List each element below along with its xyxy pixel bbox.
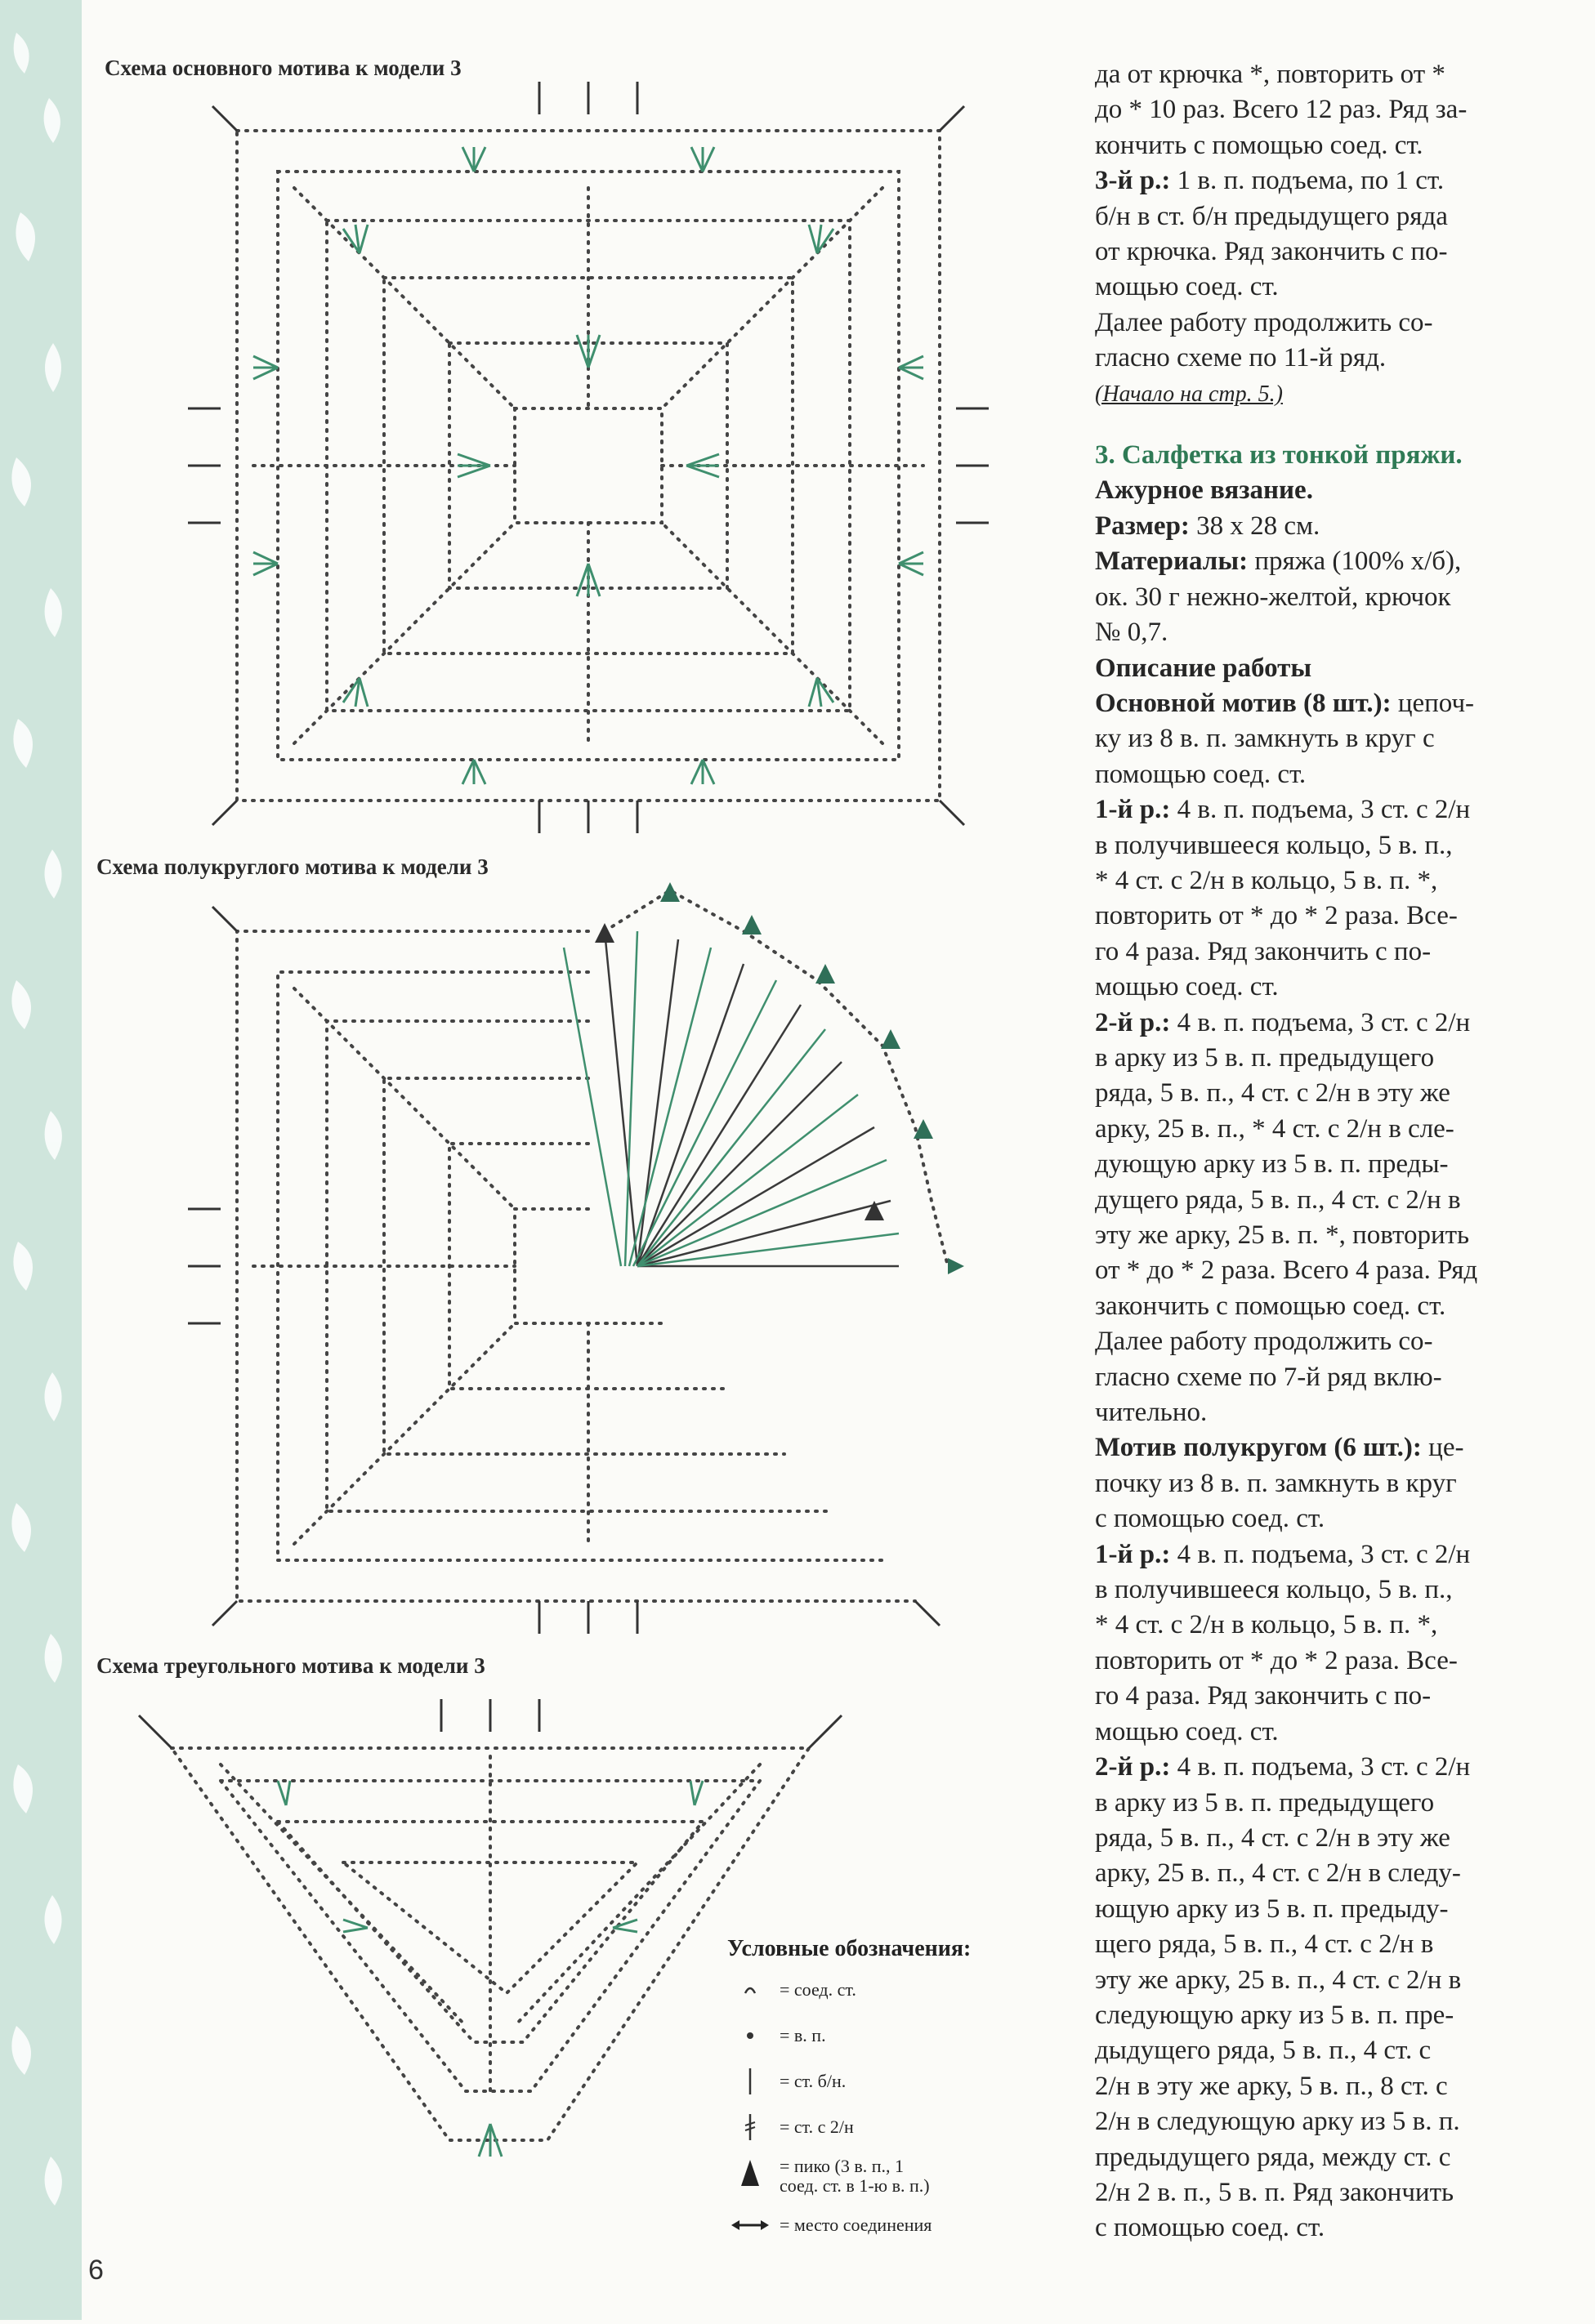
section-title: 3. Салфетка из тонкой пряжи. (1095, 440, 1463, 471)
legend-item: = пико (3 в. п., 1 соед. ст. в 1-ю в. п.) (727, 2157, 1087, 2196)
legend-title: Условные обозначения: (727, 1936, 972, 1961)
legend-item: = ст. б/н. (727, 2065, 1087, 2098)
double-crochet-icon (740, 2111, 760, 2143)
page-reference: (Начало на стр. 5.) (1095, 381, 1283, 407)
triangle-motif-title: Схема треугольного мотива к модели 3 (96, 1653, 485, 1678)
half-motif-title: Схема полукруглого мотива к модели 3 (96, 854, 489, 879)
slip-stitch-icon (740, 1980, 760, 2000)
legend-item: = в. п. (727, 2019, 1087, 2052)
decorative-side-strip (0, 0, 82, 2320)
single-crochet-icon (740, 2065, 760, 2098)
legend-item: = место соединения (727, 2209, 1087, 2241)
chain-stitch-icon (740, 2026, 760, 2045)
square-motif-title: Схема основного мотива к модели 3 (105, 56, 462, 80)
legend (727, 1936, 1087, 2255)
legend-item: = соед. ст. (727, 1974, 1087, 2006)
join-arrow-icon (730, 2217, 771, 2233)
leaf-pattern-icon (0, 0, 82, 2320)
square-motif-diagram (180, 82, 997, 833)
instructions-column: да от крючка *, повторить от * до * 10 раз. Всего 12 раз. Ряд за- кончить с помощью соед. ст. 3-й р.: 1 в. п. подъема, по 1 ст. б/н в ст. б/н предыдущего ряда от крючка. Ряд закончить с по- мощью соед. ст. Далее работу продолжить со- гласно схеме по 11-й ряд. (Начало на стр. 5.) 3. Салфетка из тонкой пряжи. Ажурное вязание. Размер: 38 х 28 см. Материалы: пряжа (100% х/б), ок. 30 г нежно-желтой, крючок № 0,7. Описание работы Основной мотив (8 шт.): цепоч- ку из 8 в. п. замкнуть в круг с помощью соед. ст. 1-й р.: 4 в. п. подъема, 3 ст. с 2/н в получившееся кольцо, 5 в. п., * 4 ст. с 2/н в кольцо, 5 в. п. *, повторить от * до * 2 раза. Все- го 4 раза. Ряд закончить с по- мощью соед. ст. 2-й р.: 4 в. п. подъема, 3 ст. с 2/н в арку из 5 в. п. предыдущего ряда, 5 в. п., 4 ст. с 2/н в эту же арку, 25 в. п., * 4 ст. с 2/н в сле- дующую арку из 5 в. п. преды- дущего ряда, 5 в. п., 4 ст. с 2/н в эту же арку, 25 в. п. *, повторить от * до * 2 раза. Всего 4 раза. Ряд закончить с помощью соед. ст. Далее работу продолжить со- гласно схеме по 7-й ряд вклю- чительно. Мотив полукругом (6 шт.): це- почку из 8 в. п. замкнуть в круг с помощью соед. ст. 1-й р.: 4 в. п. подъема, 3 ст. с 2/н в получившееся кольцо, 5 в. п., * 4 ст. с 2/н в кольцо, 5 в. п. *, повторить от * до * 2 раза. Все- го 4 раза. Ряд закончить с по- мощью соед. ст. 2-й р.: 4 в. п. подъема, 3 ст. с 2/н в арку из 5 в. п. предыдущего ряда, 5 в. п., 4 ст. с 2/н в эту же арку, 25 в. п., 4 ст. с 2/н в следу- ющую арку из 5 в. п. предыду- щего ряда, 5 в. п., 4 ст. с 2/н в эту же арку, 25 в. п., 4 ст. с 2/н в следующую арку из 5 в. п. пре- дыдущего ряда, 5 в. п., 4 ст. с 2/н в эту же арку, 5 в. п., 8 ст. с 2/н в следующую арку из 5 в. п. предыдущего ряда, между ст. с 2/н 2 в. п., 5 в. п. Ряд закончить с помощью соед. ст. (1095, 57, 1561, 2246)
half-motif-diagram (180, 882, 997, 1634)
legend-item: = ст. с 2/н (727, 2111, 1087, 2143)
page-number: 6 (88, 2255, 104, 2286)
picot-icon (738, 2157, 762, 2189)
